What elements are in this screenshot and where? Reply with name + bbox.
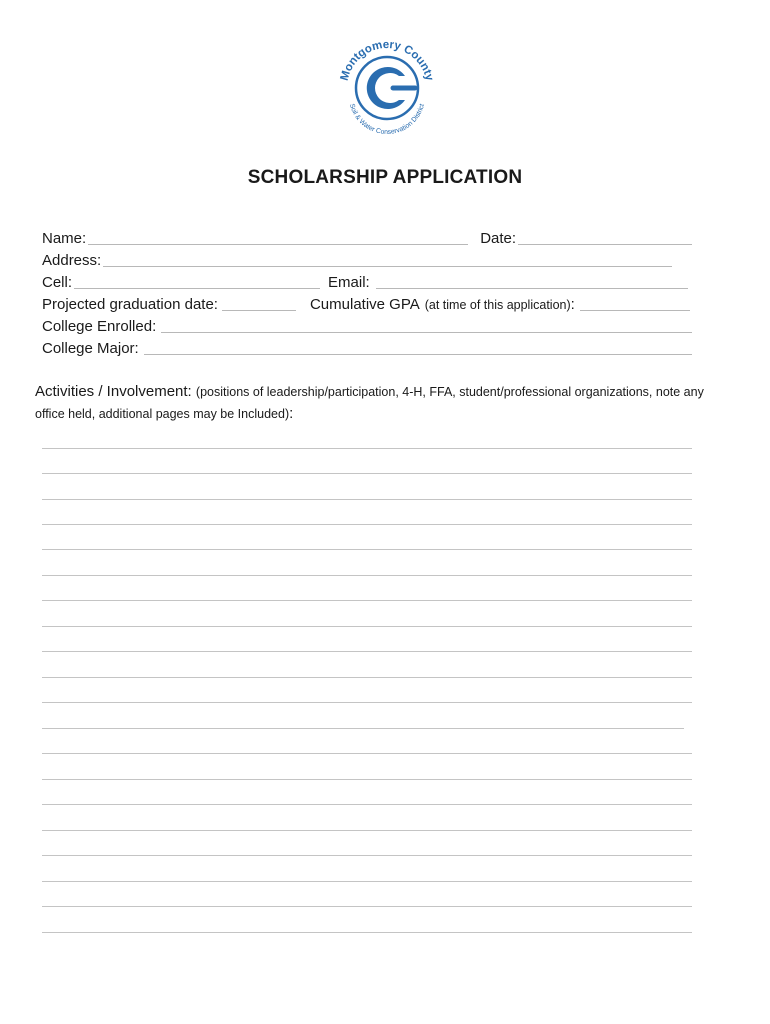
cell-label: Cell: (42, 274, 73, 291)
gpa-colon: : (570, 296, 575, 313)
name-label: Name: (42, 230, 87, 247)
activities-note: (positions of leadership/participation, 4-H, FFA, student/professional organizations, note any office held, additional pages may be Included) (35, 385, 704, 421)
name-field[interactable] (88, 243, 468, 245)
email-field[interactable] (376, 287, 688, 289)
major-row (42, 338, 692, 358)
grad-date-label: Projected graduation date: (42, 296, 218, 313)
activities-line[interactable] (42, 524, 692, 525)
college-field[interactable] (161, 331, 692, 333)
activities-line[interactable] (42, 932, 692, 933)
college-row (42, 316, 692, 336)
gpa-label: Cumulative GPA (309, 296, 420, 313)
logo-bottom-text: Soil & Water Conservation District (347, 102, 427, 137)
date-label: Date: (480, 230, 517, 247)
page-title: SCHOLARSHIP APPLICATION (247, 167, 523, 188)
activities-line[interactable] (42, 804, 692, 805)
name-date-row (42, 228, 692, 248)
address-label: Address: (42, 252, 102, 269)
college-label: College Enrolled: (42, 318, 157, 335)
activities-line[interactable] (42, 753, 692, 754)
activities-line[interactable] (42, 575, 692, 576)
major-field[interactable] (144, 353, 692, 355)
activities-line[interactable] (42, 779, 692, 780)
activities-line[interactable] (42, 677, 692, 678)
logo-top-text: Montgomery County (338, 38, 436, 83)
district-logo (335, 36, 439, 140)
date-field[interactable] (518, 243, 692, 245)
activities-line[interactable] (42, 549, 692, 550)
gpa-note: (at time of this application) (424, 298, 571, 312)
activities-line[interactable] (42, 600, 692, 601)
activities-colon: : (289, 405, 294, 422)
activities-line[interactable] (42, 626, 692, 627)
activities-line[interactable] (42, 855, 692, 856)
activities-line[interactable] (42, 702, 692, 703)
cell-email-row (42, 272, 688, 292)
activities-line[interactable] (42, 448, 692, 449)
activities-heading (35, 381, 725, 425)
activities-line[interactable] (42, 728, 684, 729)
activities-line[interactable] (42, 881, 692, 882)
grad-gpa-row (42, 294, 690, 314)
svg-text:Montgomery County (339, 39, 436, 83)
gpa-field[interactable] (580, 309, 690, 311)
activities-line[interactable] (42, 906, 692, 907)
major-label: College Major: (42, 340, 139, 357)
activities-line[interactable] (42, 499, 692, 500)
activities-label: Activities / Involvement: (35, 383, 192, 400)
grad-date-field[interactable] (222, 309, 296, 311)
address-row (42, 250, 672, 270)
cell-field[interactable] (74, 287, 320, 289)
email-label: Email: (328, 274, 370, 291)
activities-line[interactable] (42, 830, 692, 831)
activities-line[interactable] (42, 651, 692, 652)
activities-line[interactable] (42, 473, 692, 474)
address-field[interactable] (103, 265, 672, 267)
